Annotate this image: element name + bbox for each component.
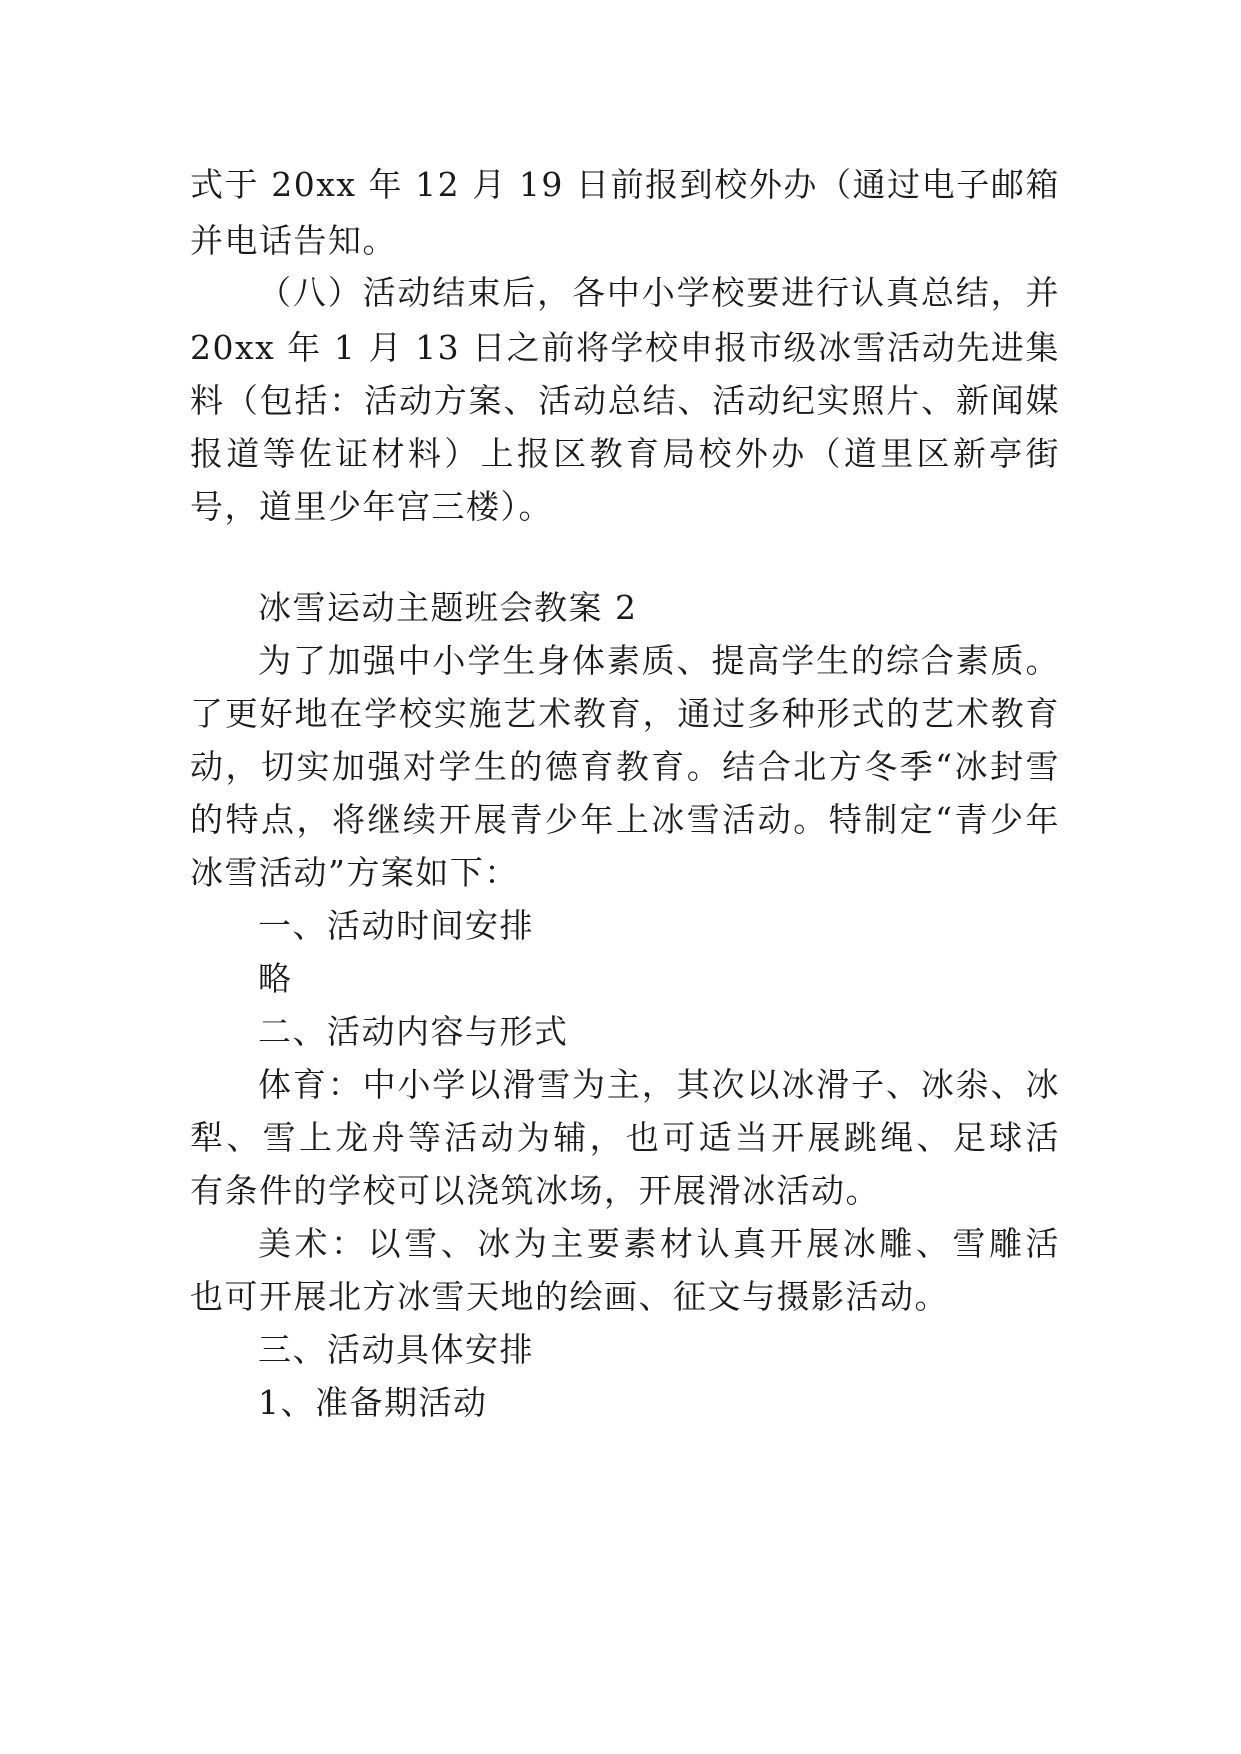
paragraph-line: 有条件的学校可以浇筑冰场，开展滑冰活动。 <box>190 1171 880 1210</box>
paragraph-line: 略 <box>258 959 293 998</box>
section-title: 冰雪运动主题班会教案 2 <box>258 588 638 627</box>
paragraph-line: 也可开展北方冰雪天地的绘画、征文与摄影活动。 <box>190 1277 949 1316</box>
paragraph-line: 并电话告知。 <box>190 221 397 260</box>
paragraph-line: 动，切实加强对学生的德育教育。结合北方冬季“冰封雪 <box>190 747 1060 786</box>
heading-3: 三、活动具体安排 <box>258 1330 534 1369</box>
paragraph-line: 体育：中小学以滑雪为主，其次以冰滑子、冰尜、冰 <box>258 1065 1060 1104</box>
heading-1: 一、活动时间安排 <box>258 906 534 945</box>
heading-2: 二、活动内容与形式 <box>258 1012 569 1051</box>
paragraph-line: 料（包括：活动方案、活动总结、活动纪实照片、新闻媒 <box>190 381 1060 420</box>
paragraph-line: 的特点，将继续开展青少年上冰雪活动。特制定“青少年 <box>190 800 1060 839</box>
paragraph-line: 犁、雪上龙舟等活动为辅，也可适当开展跳绳、足球活 <box>190 1118 1060 1157</box>
paragraph-line: 报道等佐证材料）上报区教育局校外办（道里区新亭街 <box>190 434 1060 473</box>
paragraph-line: 冰雪活动”方案如下： <box>190 853 519 892</box>
paragraph-line: 了更好地在学校实施艺术教育，通过多种形式的艺术教育 <box>190 694 1060 733</box>
paragraph-line: 为了加强中小学生身体素质、提高学生的综合素质。 <box>258 641 1060 680</box>
heading-4: 1、准备期活动 <box>258 1383 488 1422</box>
paragraph-line: （八）活动结束后，各中小学校要进行认真总结，并 <box>258 273 1060 312</box>
paragraph-line: 式于 20xx 年 12 月 19 日前报到校外办（通过电子邮箱 <box>190 165 1060 204</box>
paragraph-line: 美术：以雪、冰为主要素材认真开展冰雕、雪雕活 <box>258 1224 1060 1263</box>
paragraph-line: 号，道里少年宫三楼）。 <box>190 487 553 526</box>
paragraph-line: 20xx 年 1 月 13 日之前将学校申报市级冰雪活动先进集 <box>190 328 1060 367</box>
